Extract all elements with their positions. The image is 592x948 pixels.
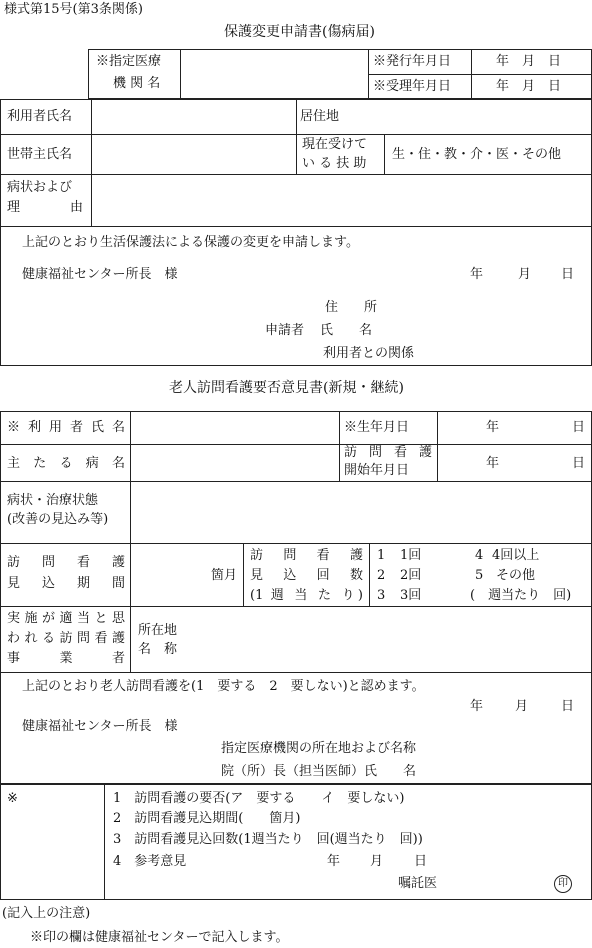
months-unit: 箇月 — [211, 568, 238, 583]
relation-label: 利用者との関係 — [323, 346, 415, 361]
form-number: 様式第15号(第3条関係) — [4, 2, 143, 17]
visit-option-num[interactable]: 1 — [377, 548, 386, 563]
provider-label-2: われる訪問看護 — [7, 631, 125, 646]
application-date-year: 年 — [470, 267, 484, 282]
condition-reason-label-1: 病状および — [7, 180, 73, 195]
designated-institution-label: ※指定医療 — [96, 54, 162, 69]
office-date-year: 年 — [327, 854, 341, 869]
receipt-date-value[interactable]: 年 月 日 — [496, 79, 562, 94]
visit-option-text[interactable]: 2回 — [400, 568, 422, 583]
visit-option-num[interactable]: 4 — [475, 548, 484, 563]
opinion-user-name-label: ※利用者氏名 — [7, 420, 125, 435]
visit-option-num[interactable]: 5 — [475, 568, 484, 583]
visit-option-text[interactable]: 3回 — [400, 588, 422, 603]
start-date-day[interactable]: 日 — [572, 456, 586, 471]
visits-label-2: 見 込 回 数 — [250, 568, 363, 583]
director-line: 院（所）長（担当医師）氏 名 — [221, 764, 417, 779]
address-label: 住 所 — [325, 300, 378, 315]
application-date-month: 月 — [518, 267, 532, 282]
office-date-month: 月 — [370, 854, 384, 869]
receipt-date-label: ※受理年月日 — [373, 79, 452, 94]
application-declaration: 上記のとおり生活保護法による保護の変更を申請します。 — [22, 235, 359, 250]
condition-reason-label-2: 理 由 — [7, 200, 83, 215]
visit-option-num[interactable]: 2 — [377, 568, 386, 583]
issue-date-label: ※発行年月日 — [373, 54, 452, 69]
main-disease-label: 主たる病名 — [7, 456, 125, 471]
period-label-2: 見 込 期 間 — [7, 576, 125, 591]
opinion-addressee: 健康福祉センター所長 様 — [22, 719, 178, 734]
name-label: 氏 名 — [320, 323, 373, 338]
start-date-label-2: 開始年月日 — [344, 463, 410, 478]
office-item: 2 訪問看護見込期間( 箇月) — [113, 811, 301, 826]
visit-option-text[interactable]: 4回以上 — [492, 548, 540, 563]
opinion-declaration: 上記のとおり老人訪問看護を(1 要する 2 要しない)と認めます。 — [22, 679, 425, 694]
office-item: 4 参考意見 — [113, 854, 187, 869]
provider-address-label: 所在地 — [138, 623, 178, 638]
institution-line: 指定医療機関の所在地および名称 — [221, 741, 417, 756]
visits-label-1: 訪 問 看 護 — [250, 548, 363, 563]
start-date-label-1: 訪 問 看 護 — [344, 445, 432, 460]
visits-label-3: (1 週 当 た り) — [250, 588, 363, 603]
provider-label-3: 事 業 者 — [7, 651, 125, 666]
applicant-label: 申請者 — [265, 323, 305, 338]
doctor-label: 嘱託医 — [398, 876, 438, 891]
institution-name-label: 機 関 名 — [113, 76, 161, 91]
birth-date-day[interactable]: 日 — [572, 420, 586, 435]
birth-date-year[interactable]: 年 — [486, 420, 500, 435]
period-label-1: 訪 問 看 護 — [7, 555, 125, 570]
office-date-day: 日 — [414, 854, 428, 869]
condition-label-2: (改善の見込み等) — [7, 512, 109, 527]
opinion-date-year: 年 — [470, 699, 484, 714]
office-use-mark: ※ — [7, 791, 18, 806]
opinion-date-month: 月 — [515, 699, 529, 714]
opinion-date-day: 日 — [561, 699, 575, 714]
residence-label: 居住地 — [300, 109, 340, 124]
visit-option-text[interactable]: その他 — [496, 568, 536, 583]
start-date-year[interactable]: 年 — [486, 456, 500, 471]
seal-icon: 印 — [554, 875, 572, 893]
form-title: 保護変更申請書(傷病届) — [224, 24, 375, 40]
condition-label-1: 病状・治療状態 — [7, 493, 99, 508]
birth-date-label: ※生年月日 — [344, 420, 410, 435]
current-assistance-label-1: 現在受けて — [302, 137, 368, 152]
notes-title: (記入上の注意) — [2, 906, 91, 921]
opinion-title: 老人訪問看護要否意見書(新規・継続) — [169, 380, 404, 396]
application-addressee: 健康福祉センター所長 様 — [22, 267, 178, 282]
current-assistance-label-2: い る 扶 助 — [302, 156, 367, 171]
provider-label-1: 実施が適当と思 — [7, 611, 125, 626]
office-item: 1 訪問看護の要否(ア 要する イ 要しない) — [113, 791, 405, 806]
application-date-day: 日 — [561, 267, 575, 282]
visit-option-num[interactable]: 3 — [377, 588, 386, 603]
visit-option-text[interactable]: ( 週当たり 回) — [470, 588, 572, 603]
assistance-types[interactable]: 生・住・教・介・医・その他 — [392, 147, 562, 162]
notes-text: ※印の欄は健康福祉センターで記入します。 — [30, 930, 289, 945]
user-name-label: 利用者氏名 — [7, 109, 73, 124]
issue-date-value[interactable]: 年 月 日 — [496, 54, 562, 69]
visit-option-text[interactable]: 1回 — [400, 548, 422, 563]
householder-label: 世帯主氏名 — [7, 147, 73, 162]
provider-name-label: 名 称 — [138, 642, 178, 657]
office-item: 3 訪問看護見込回数(1週当たり 回(週当たり 回)) — [113, 832, 423, 847]
